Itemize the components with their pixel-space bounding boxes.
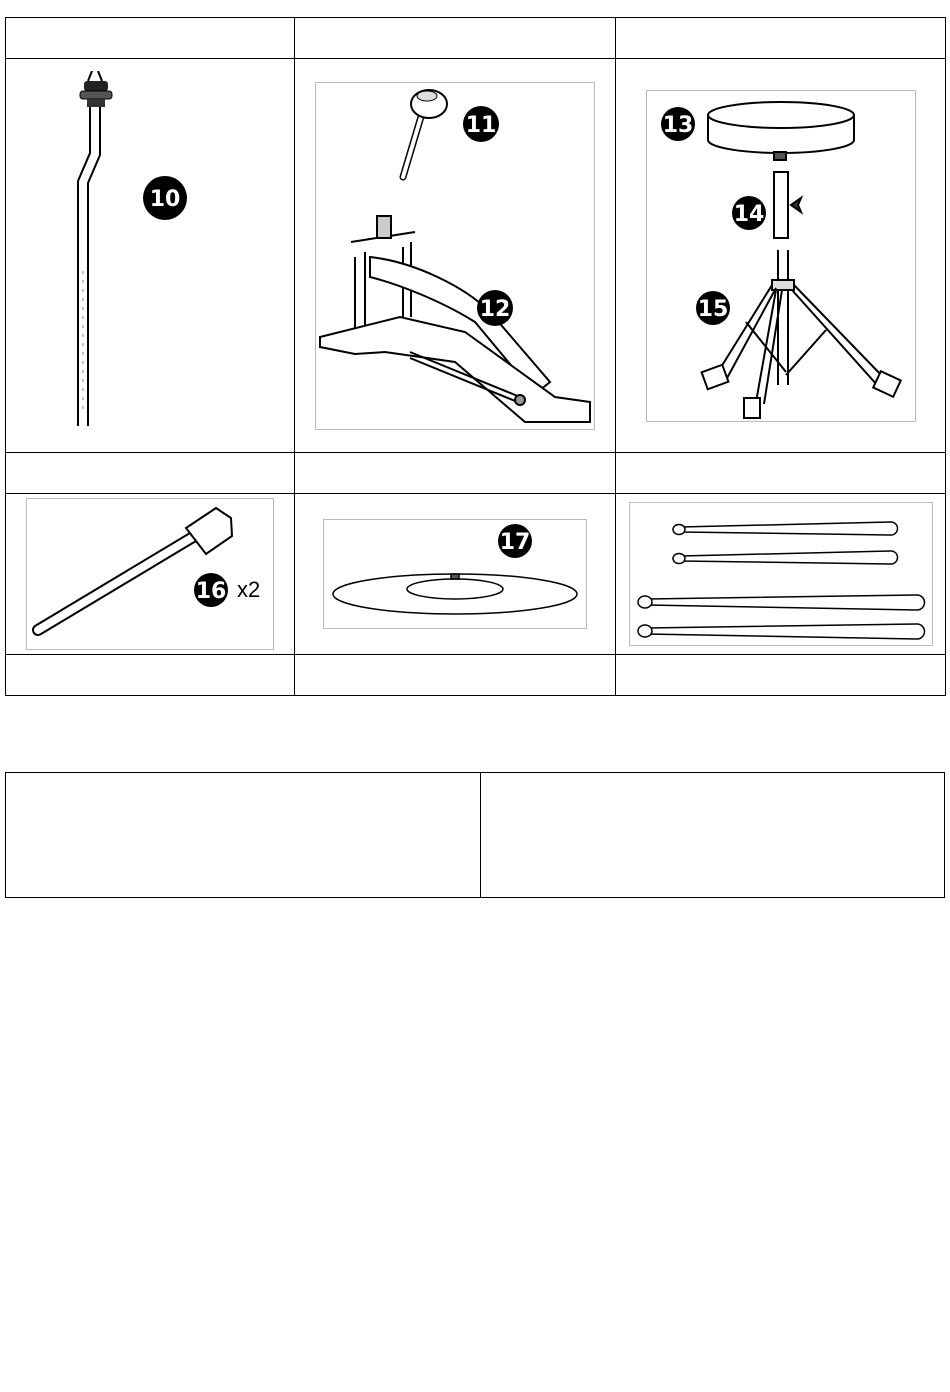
throne-seat-icon	[708, 102, 854, 160]
image-row-1	[6, 59, 946, 453]
cymbal-icon	[333, 574, 577, 614]
svg-text:12: 12	[479, 296, 511, 322]
throne-drawing	[646, 90, 916, 422]
notes-table	[5, 772, 945, 898]
label-row-bottom	[6, 655, 946, 696]
beater-and-pedal-drawing	[315, 82, 595, 430]
label-cell-4	[6, 655, 295, 696]
parts-table	[5, 17, 946, 696]
svg-text:11: 11	[465, 112, 497, 138]
notes-cell-left	[6, 773, 481, 898]
drumsticks-drawing	[629, 502, 933, 646]
image-row-2	[6, 494, 946, 655]
drumsticks-cell	[616, 494, 946, 655]
svg-text:16: 16	[195, 579, 227, 604]
drumsticks-icon	[638, 522, 925, 639]
cymbal-stand-rod-icon	[50, 71, 250, 441]
notes-cell-right	[481, 773, 945, 898]
quantity-label: x2	[237, 577, 261, 602]
label-cell-5	[295, 655, 616, 696]
leg-icon	[38, 508, 232, 630]
svg-text:13: 13	[662, 112, 693, 138]
label-cell-1	[6, 453, 295, 494]
svg-text:15: 15	[697, 296, 728, 322]
label-cell-2	[295, 453, 616, 494]
bass-drum-pedal-icon	[320, 216, 590, 422]
part-13-15-cell	[616, 59, 946, 453]
part-17-cell	[295, 494, 616, 655]
svg-text:14: 14	[733, 201, 764, 227]
part-10-cell	[6, 59, 295, 453]
tripod-stand-icon	[701, 250, 900, 418]
label-row-top	[6, 18, 946, 59]
header-cell-1	[6, 18, 295, 59]
label-cell-6	[616, 655, 946, 696]
cymbal-drawing	[323, 519, 587, 629]
label-cell-3	[616, 453, 946, 494]
throne-post-icon	[774, 172, 801, 238]
label-row-middle	[6, 453, 946, 494]
beater-icon	[403, 90, 447, 177]
leg-drawing	[26, 498, 274, 650]
part-11-12-cell	[295, 59, 616, 453]
svg-text:10: 10	[149, 186, 181, 212]
header-cell-2	[295, 18, 616, 59]
svg-text:17: 17	[499, 530, 531, 555]
header-cell-3	[616, 18, 946, 59]
part-16-cell	[6, 494, 295, 655]
